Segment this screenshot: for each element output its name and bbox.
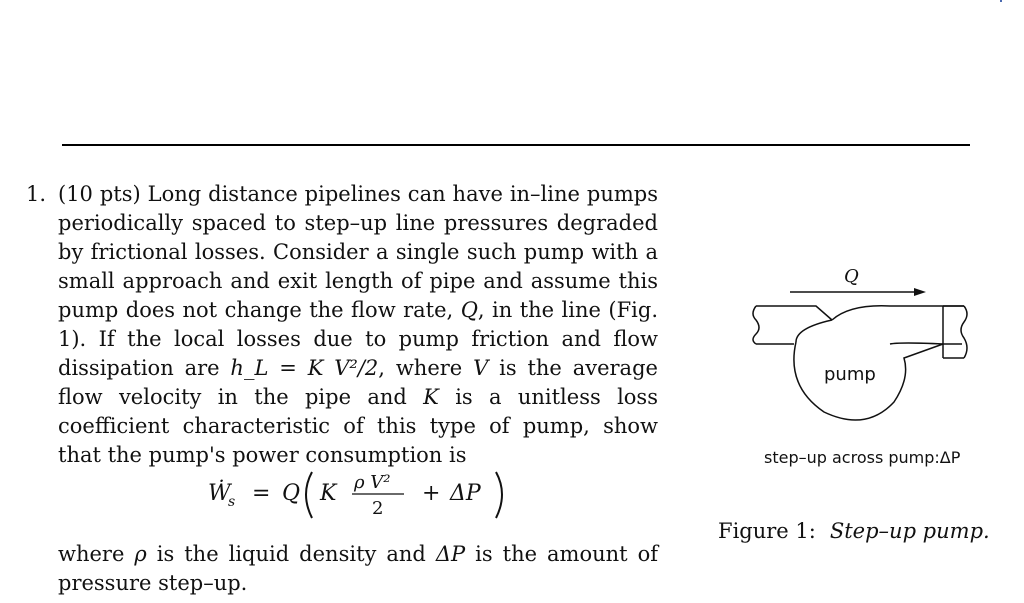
power-equation <box>208 460 528 530</box>
pump-inner <box>796 320 832 342</box>
eq-lhs: Ẇ <box>208 481 231 506</box>
eq-right-paren <box>496 472 502 518</box>
k-symbol: K <box>423 385 439 409</box>
hl-formula: h_L = K V²/2 <box>230 356 379 380</box>
eq-denominator: 2 <box>372 498 384 519</box>
problem-text-part1: Long distance pipelines can have in–line pumps periodically spaced to step–up line pressures degraded by frictional losses. Consider a single such pump with a small approach and exit length of pipe and assume this pump does not change the flow rate, <box>58 182 658 322</box>
horizontal-rule <box>62 144 970 146</box>
q-symbol: Q <box>460 298 478 322</box>
corner-dot <box>1000 0 1002 2</box>
after-text-2: is the liquid density and <box>156 542 426 566</box>
eq-left-paren <box>306 472 312 518</box>
inlet-break <box>753 306 759 344</box>
dp-symbol: ΔP <box>435 542 466 566</box>
eq-lhs-sub: s <box>228 494 236 510</box>
caption-text: Step–up pump. <box>829 519 990 543</box>
problem-text-part3: , where <box>378 356 463 380</box>
pump-volute <box>832 306 964 344</box>
after-text-3: is the amount of pressure step–up. <box>58 542 658 595</box>
inlet-pipe <box>756 306 832 344</box>
after-equation-text <box>58 540 658 598</box>
problem-text <box>58 180 658 470</box>
eq-q: Q <box>282 481 301 506</box>
after-text-1: where <box>58 542 125 566</box>
problem-text-part4: is the average flow velocity in the pipe and <box>58 356 658 409</box>
problem-points: (10 pts) <box>58 182 141 206</box>
eq-equals: = <box>252 481 271 506</box>
step-up-label: step–up across pump:ΔP <box>764 448 961 467</box>
pump-label: pump <box>824 364 876 385</box>
eq-numerator: ρ V² <box>354 472 391 493</box>
flow-arrow-head <box>914 288 926 296</box>
problem-text-part5: is a unitless loss coefficient characteristic of this type of pump, show that the pump's power consumption is <box>58 385 658 467</box>
outlet-break <box>961 306 967 358</box>
problem-number: 1. <box>26 182 47 206</box>
caption-label: Figure 1: <box>718 519 816 543</box>
eq-k: K <box>320 481 337 506</box>
v-symbol: V <box>473 356 489 380</box>
problem-text-part2: , in the line (Fig. 1). If the local losses due to pump friction and flow dissipation are <box>58 298 658 380</box>
figure-caption <box>718 519 990 543</box>
flow-label: Q <box>844 266 859 287</box>
eq-plus: + <box>422 481 441 506</box>
pump-figure <box>740 262 1000 442</box>
eq-dp: ΔP <box>450 481 481 506</box>
rho-symbol: ρ <box>134 542 147 566</box>
